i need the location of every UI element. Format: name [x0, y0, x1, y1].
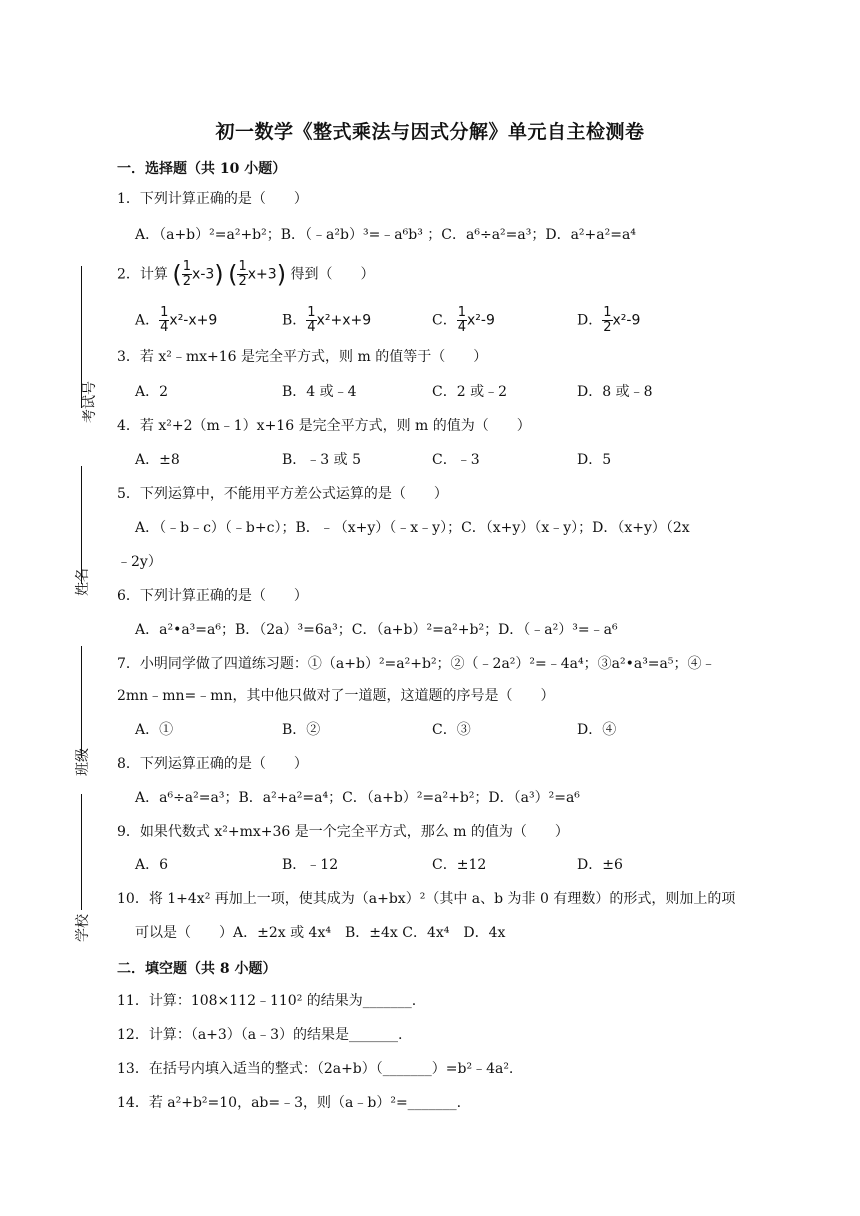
q3-option-b: B．4 或﹣4 [282, 384, 357, 400]
q4-option-a: A．±8 [135, 452, 180, 468]
q5-options-line1: A．（﹣b﹣c）（﹣b+c）；B．﹣（x+y）（﹣x﹣y）；C．（x+y）（x﹣y）；D．（x+y）（2x [135, 520, 690, 536]
sidebar-line-2 [81, 466, 82, 584]
q10-stem-line2: 可以是（ ）A．±2x 或 4x⁴ B．±4x C．4x⁴ D．4x [135, 925, 506, 941]
q2-paren-open-1: ( [172, 260, 182, 289]
section-choice-heading: 一．选择题（共 10 小题） [117, 161, 287, 177]
q8-stem: 8．下列运算正确的是（ ） [117, 756, 308, 772]
q9-stem: 9．如果代数式 x²+mx+36 是一个完全平方式，那么 m 的值为（ ） [117, 824, 569, 840]
q7-option-d: D．④ [577, 722, 617, 738]
q11-stem: 11．计算：108×112﹣110² 的结果为_______. [117, 993, 417, 1009]
q7-option-b: B．② [282, 722, 321, 738]
q2-paren-close-1: ) [214, 260, 224, 289]
q4-option-c: C．﹣3 [432, 452, 480, 468]
q2-expr-a: x-3 [192, 266, 215, 283]
q9-option-a: A．6 [135, 857, 169, 873]
q2-fraction-2: $\frac{1}{2}$ [238, 259, 247, 289]
section-fill-heading: 二．填空题（共 8 小题） [117, 961, 277, 977]
q6-stem: 6．下列计算正确的是（ ） [117, 588, 308, 604]
q2-option-a: A． $\frac{1}{4}$ x²-x+9 [135, 305, 218, 335]
q4-stem: 4．若 x²+2（m﹣1）x+16 是完全平方式，则 m 的值为（ ） [117, 418, 531, 434]
q7-option-c: C．③ [432, 722, 471, 738]
q2-option-b: B． $\frac{1}{4}$ x²+x+9 [282, 305, 372, 335]
sidebar-line-4 [81, 794, 82, 910]
q5-options-line2: ﹣2y） [117, 554, 162, 570]
q2-option-d: D． $\frac{1}{2}$ x²-9 [577, 305, 641, 335]
q14-stem: 14．若 a²+b²=10，ab=﹣3，则（a﹣b）²=_______. [117, 1095, 462, 1111]
q7-stem-line2: 2mn﹣mn=﹣mn，其中他只做对了一道题，这道题的序号是（ ） [117, 688, 555, 704]
q1-stem: 1．下列计算正确的是（ ） [117, 191, 308, 207]
q3-option-a: A．2 [135, 384, 169, 400]
q10-stem-line1: 10．将 1+4x² 再加上一项，使其成为（a+bx）²（其中 a、b 为非 0 有理数）的形式，则加上的项 [117, 891, 736, 907]
q3-option-d: D．8 或﹣8 [577, 384, 653, 400]
q2-stem-suffix: 得到（ ） [290, 266, 375, 283]
q2-fraction-1: $\frac{1}{2}$ [182, 259, 192, 289]
q3-stem: 3．若 x²﹣mx+16 是完全平方式，则 m 的值等于（ ） [117, 349, 488, 365]
q3-option-c: C．2 或﹣2 [432, 384, 507, 400]
q4-option-b: B．﹣3 或 5 [282, 452, 362, 468]
sidebar-label-class: 班级 [75, 748, 91, 776]
q7-option-a: A．① [135, 722, 174, 738]
sidebar-line-3 [81, 646, 82, 758]
q2-paren-close-2: ) [276, 260, 287, 289]
q2-option-c: C． $\frac{1}{4}$ x²-9 [432, 305, 495, 335]
q2-paren-open-2: ( [228, 260, 238, 289]
sidebar-label-name: 姓名 [75, 568, 91, 596]
page-title: 初一数学《整式乘法与因式分解》单元自主检测卷 [215, 121, 645, 143]
q9-option-d: D．±6 [577, 857, 623, 873]
q4-option-d: D．5 [577, 452, 612, 468]
sidebar-label-school: 学校 [75, 914, 91, 942]
q9-option-c: C．±12 [432, 857, 487, 873]
q7-stem-line1: 7．小明同学做了四道练习题：①（a+b）²=a²+b²；②（﹣2a²）²=﹣4a⁴；③a²•a³=a⁵；④﹣ [117, 656, 716, 672]
sidebar-label-exam-no: 考试号 [82, 381, 98, 423]
q1-options: A．（a+b）²=a²+b²；B．（﹣a²b）³=﹣a⁶b³ ；C．a⁶÷a²=a³；D．a²+a²=a⁴ [135, 227, 636, 243]
q8-options: A．a⁶÷a²=a³；B．a²+a²=a⁴；C．（a+b）²=a²+b²；D．（a³）²=a⁶ [135, 790, 580, 806]
q9-option-b: B．﹣12 [282, 857, 339, 873]
q6-options: A．a²•a³=a⁶；B．（2a）³=6a³；C．（a+b）²=a²+b²；D．（﹣a²）³=﹣a⁶ [135, 622, 618, 638]
q2-stem [117, 260, 375, 289]
q2-stem-prefix: 2．计算 [117, 266, 168, 283]
q2-expr-b: x+3 [247, 266, 277, 283]
q12-stem: 12．计算：（a+3）（a﹣3）的结果是_______. [117, 1027, 403, 1043]
q5-stem: 5．下列运算中，不能用平方差公式运算的是（ ） [117, 486, 448, 502]
q13-stem: 13．在括号内填入适当的整式：（2a+b）（_______）=b²﹣4a². [117, 1061, 514, 1077]
